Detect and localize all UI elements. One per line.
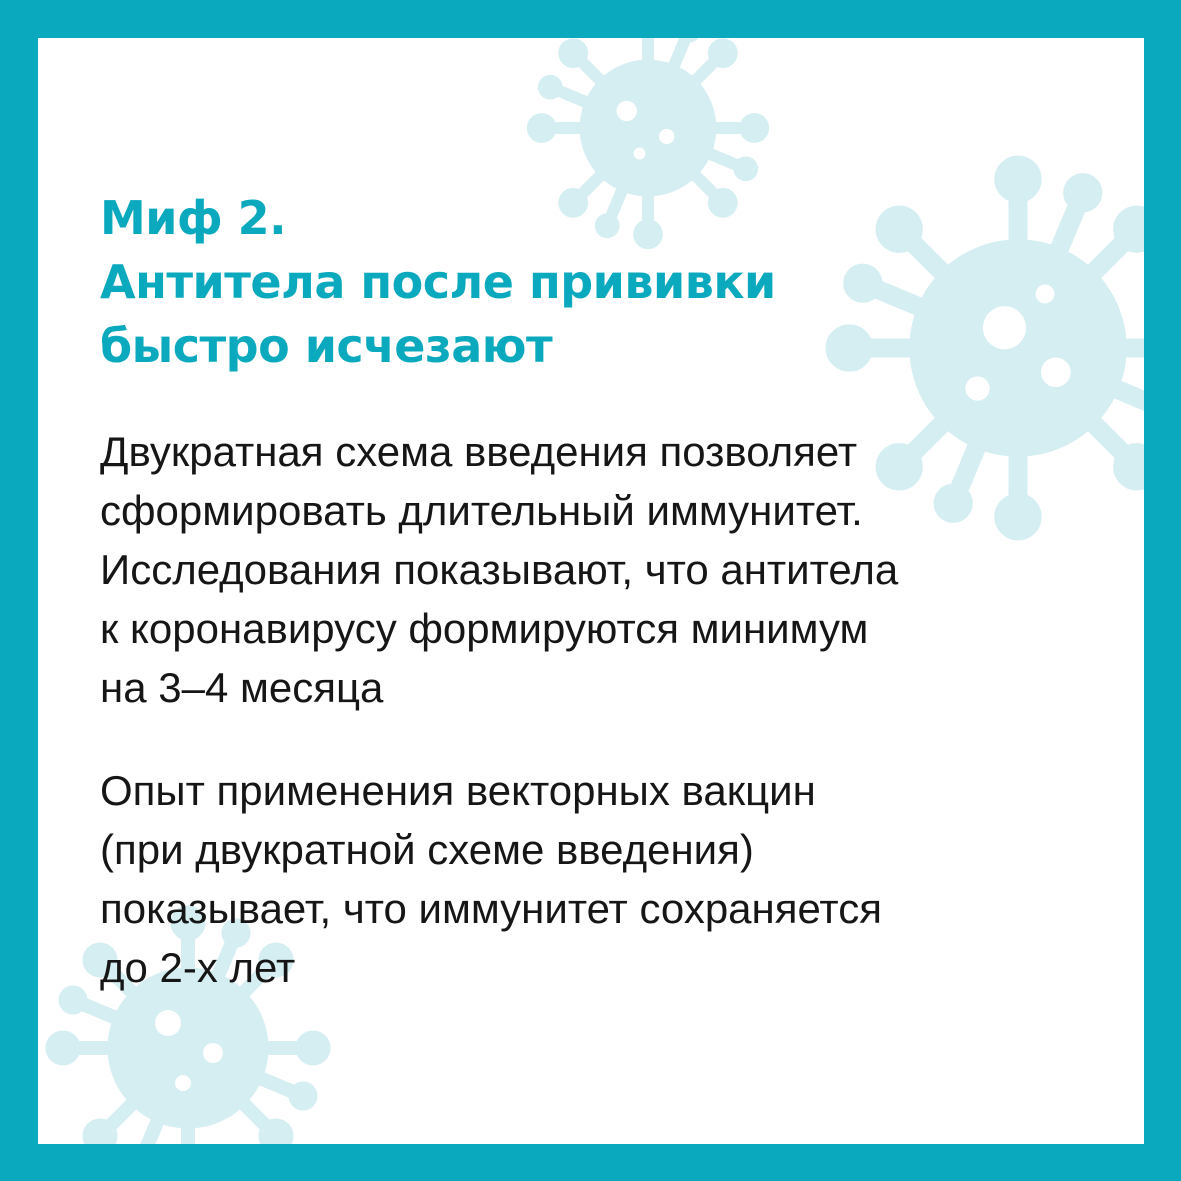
paragraph-line: на 3–4 месяца	[100, 664, 384, 711]
paragraph-line: Опыт применения векторных вакцин	[100, 767, 816, 814]
paragraph-two-dose-scheme	[100, 422, 1120, 717]
text-content	[100, 186, 1120, 997]
paragraph-line: сформировать длительный иммунитет.	[100, 487, 863, 534]
paragraph-line: (при двукратной схеме введения)	[100, 826, 754, 873]
paragraph-line: показывает, что иммунитет сохраняется	[100, 885, 882, 932]
heading-line: Антитела после прививки	[100, 255, 776, 309]
paragraph-line: до 2-х лет	[100, 944, 296, 991]
paragraph-line: к коронавирусу формируются минимум	[100, 605, 869, 652]
paragraph-line: Двукратная схема введения позволяет	[100, 428, 858, 475]
heading-line: Миф 2.	[100, 191, 287, 245]
paragraph-vector-vaccines	[100, 761, 1120, 997]
paragraph-line: Исследования показывают, что антитела	[100, 546, 899, 593]
heading-line: быстро исчезают	[100, 319, 553, 373]
content-card	[38, 38, 1144, 1144]
myth-heading	[100, 186, 1120, 378]
